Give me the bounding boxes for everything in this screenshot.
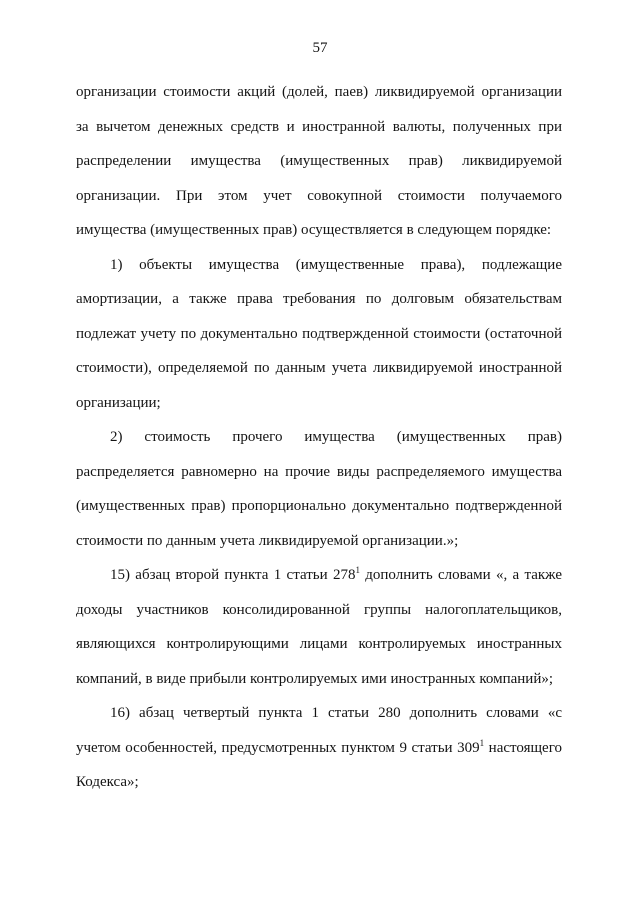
text-line: Кодекса»; [76,774,139,790]
text-line: амортизации, а также права требования по долговым обязательствам [76,291,562,307]
text-line: за вычетом денежных средств и иностранной валюты, полученных при [76,118,562,135]
text-line: стоимости по данным учета ликвидируемой организации.»; [76,532,459,549]
paragraph-item-15 [76,558,562,696]
paragraph-item-1 [76,248,562,421]
text-line: организации. При этом учет совокупной стоимости получаемого [76,187,562,204]
paragraph-item-2 [76,420,562,558]
text-line: 15) абзац второй пункта 1 статьи $278^1$ дополнить словами «, а также [110,565,562,583]
text-line: стоимости), определяемой по данным учета ликвидируемой иностранной [76,360,562,376]
text-line: являющихся контролирующими лицами контролируемых иностранных [76,636,562,652]
text-line: организации стоимости акций (долей, паев) ликвидируемой организации [76,84,562,100]
text-line: подлежат учету по документально подтвержденной стоимости (остаточной [76,325,562,342]
text-line: 1) объекты имущества (имущественные права), подлежащие [110,256,562,273]
paragraph-item-16 [76,696,562,800]
text-line: (имущественных прав) пропорционально документально подтвержденной [76,498,562,514]
text-line: имущества (имущественных прав) осуществляется в следующем порядке: [76,222,552,238]
text-line: распределяется равномерно на прочие виды распределяемого имущества [76,463,562,480]
text-line: 16) абзац четвертый пункта 1 статьи 280 дополнить словами «с [110,705,562,721]
text-line: 2) стоимость прочего имущества (имущественных прав) [110,429,562,445]
text-line: распределении имущества (имущественных прав) ликвидируемой [76,153,562,169]
paragraph-continuation [76,75,562,248]
text-line: учетом особенностей, предусмотренных пунктом 9 статьи $309^1$ настоящего [76,737,562,756]
document-body [76,75,562,800]
text-line: организации; [76,394,161,411]
superscript: 1 [479,737,485,748]
text-line: компаний, в виде прибыли контролируемых ими иностранных компаний»; [76,670,554,687]
page-number: 57 [312,40,328,56]
text-line: доходы участников консолидированной группы налогоплательщиков, [76,601,562,618]
superscript: 1 [355,565,360,575]
